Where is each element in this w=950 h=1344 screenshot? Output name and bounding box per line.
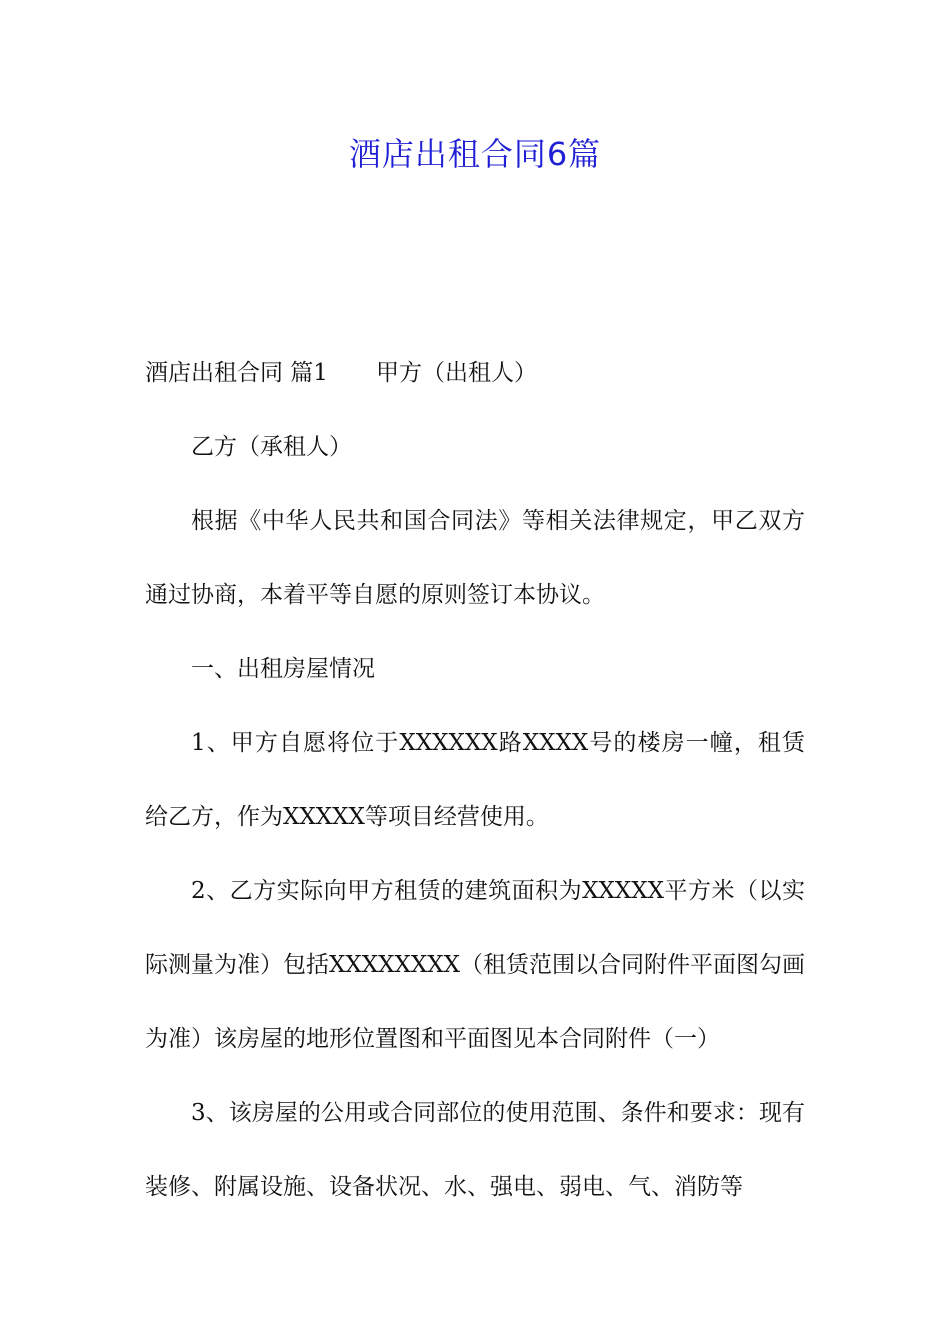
- clause-3-paragraph: 3、该房屋的公用或合同部位的使用范围、条件和要求：现有装修、附属设施、设备状况、水、强电、弱电、气、消防等: [145, 1100, 805, 1200]
- party-b-paragraph: 乙方（承租人）: [191, 434, 352, 460]
- preamble-paragraph: 根据《中华人民共和国合同法》等相关法律规定，甲乙双方通过协商，本着平等自愿的原则签订本协议。: [145, 508, 805, 608]
- section-heading-line: [145, 336, 805, 410]
- clause-heading-1: 一、出租房屋情况: [191, 656, 375, 682]
- document-body: [145, 336, 805, 1224]
- section-heading: 酒店出租合同 篇1: [145, 360, 328, 386]
- clause-1-paragraph: 1、甲方自愿将位于XXXXXX路XXXX号的楼房一幢，租赁给乙方，作为XXXXX等项目经营使用。: [145, 730, 805, 830]
- party-a-label: 甲方（出租人）: [375, 360, 537, 386]
- clause-2-paragraph: 2、乙方实际向甲方租赁的建筑面积为XXXXX平方米（以实际测量为准）包括XXXXXXXX（租赁范围以合同附件平面图勾画为准）该房屋的地形位置图和平面图见本合同附件（一）: [145, 878, 805, 1052]
- document-title: 酒店出租合同6篇: [348, 135, 602, 173]
